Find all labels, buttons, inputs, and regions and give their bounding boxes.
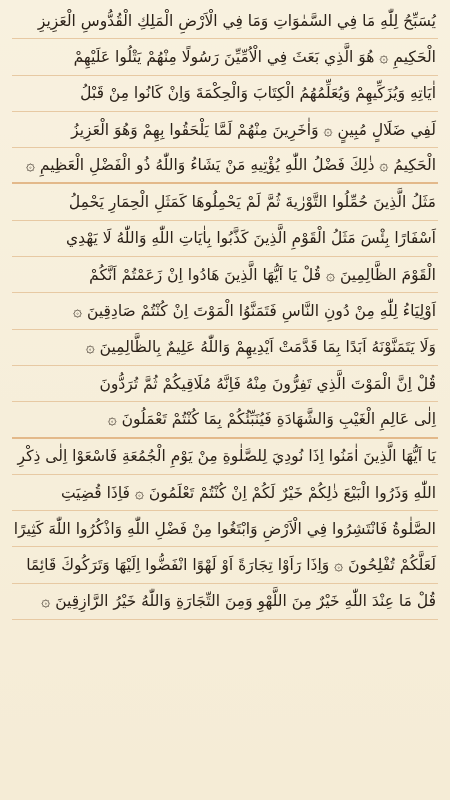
text-line [12,402,438,438]
text-line [12,39,438,75]
text-line [12,439,438,475]
text-line [12,148,438,184]
line-text: يُسَبِّحُ لِلّٰهِ مَا فِي السَّمٰوَاتِ وَمَا فِي الْاَرْضِ الْمَلِكِ الْقُدُّوسِ الْعَزِيزِ [37,11,436,30]
line-text: اَوْلِيَاءُ لِلّٰهِ مِنْ دُونِ النَّاسِ فَتَمَنَّوُا الْمَوْتَ اِنْ كُنْتُمْ صَادِقِينَ ۞ [73,302,436,321]
line-text: يَا اَيُّهَا الَّذِينَ اٰمَنُوا اِذَا نُودِيَ لِلصَّلٰوةِ مِنْ يَوْمِ الْجُمُعَةِ فَاسْعَوْا اِلٰى ذِكْرِ [17,447,436,466]
text-line [12,112,438,148]
text-line [12,366,438,402]
line-text: الْقَوْمَ الظَّالِمِينَ ۞ قُلْ يَا اَيُّهَا الَّذِينَ هَادُوا اِنْ زَعَمْتُمْ اَنَّكُمْ [89,265,436,284]
line-text: اَسْفَارًا بِئْسَ مَثَلُ الْقَوْمِ الَّذِينَ كَذَّبُوا بِاٰيَاتِ اللّٰهِ وَاللّٰهُ لَا يَهْدِي [66,229,436,248]
line-text: قُلْ اِنَّ الْمَوْتَ الَّذِي تَفِرُّونَ مِنْهُ فَاِنَّهُ مُلَاقِيكُمْ ثُمَّ تُرَدُّونَ [99,374,436,393]
line-text: الْحَكِيمِ ۞ هُوَ الَّذِي بَعَثَ فِي الْاُمِّيِّنَ رَسُولًا مِنْهُمْ يَتْلُوا عَلَيْهِمْ [73,47,436,66]
line-text: قُلْ مَا عِنْدَ اللّٰهِ خَيْرٌ مِنَ اللَّهْوِ وَمِنَ التِّجَارَةِ وَاللّٰهُ خَيْرُ الرَّازِقِينَ ۞ [41,592,436,611]
text-line [12,184,438,220]
line-text: اٰيَاتِهِ وَيُزَكِّيهِمْ وَيُعَلِّمُهُمُ الْكِتَابَ وَالْحِكْمَةَ وَاِنْ كَانُوا مِنْ قَبْلُ [80,84,436,103]
text-line [12,221,438,257]
text-line [12,330,438,366]
line-text: مَثَلُ الَّذِينَ حُمِّلُوا التَّوْرٰيةَ ثُمَّ لَمْ يَحْمِلُوهَا كَمَثَلِ الْحِمَارِ يَحْمِلُ [68,193,436,212]
line-text: وَلَا يَتَمَنَّوْنَهُ اَبَدًا بِمَا قَدَّمَتْ اَيْدِيهِمْ وَاللّٰهُ عَلِيمٌ بِالظَّالِمِينَ ۞ [85,338,436,357]
text-line [12,547,438,583]
line-text: الصَّلٰوةُ فَانْتَشِرُوا فِي الْاَرْضِ وَابْتَغُوا مِنْ فَضْلِ اللّٰهِ وَاذْكُرُوا اللّٰهَ كَثِيرًا [13,519,436,538]
text-line [12,511,438,547]
line-text: لَعَلَّكُمْ تُفْلِحُونَ ۞ وَاِذَا رَاَوْا تِجَارَةً اَوْ لَهْوًا انْفَضُّوا اِلَيْهَا وَتَرَكُوكَ قَائِمًا [26,556,436,575]
line-text: لَفِي ضَلَالٍ مُبِينٍ ۞ وَاٰخَرِينَ مِنْهُمْ لَمَّا يَلْحَقُوا بِهِمْ وَهُوَ الْعَزِيزُ [71,120,436,139]
line-text: اللّٰهِ وَذَرُوا الْبَيْعَ ذٰلِكُمْ خَيْرٌ لَكُمْ اِنْ كُنْتُمْ تَعْلَمُونَ ۞ فَاِذَا قُضِيَتِ [60,483,436,502]
text-line [12,76,438,112]
text-line [12,584,438,620]
text-line [12,475,438,511]
text-line [12,257,438,293]
text-line [12,3,438,39]
line-text: اِلٰى عَالِمِ الْغَيْبِ وَالشَّهَادَةِ فَيُنَبِّئُكُمْ بِمَا كُنْتُمْ تَعْمَلُونَ ۞ [107,410,436,429]
line-text: الْحَكِيمُ ۞ ذٰلِكَ فَضْلُ اللّٰهِ يُؤْتِيهِ مَنْ يَشَاءُ وَاللّٰهُ ذُو الْفَضْلِ الْعَظِيمِ ۞ [25,156,436,175]
text-line [12,293,438,329]
